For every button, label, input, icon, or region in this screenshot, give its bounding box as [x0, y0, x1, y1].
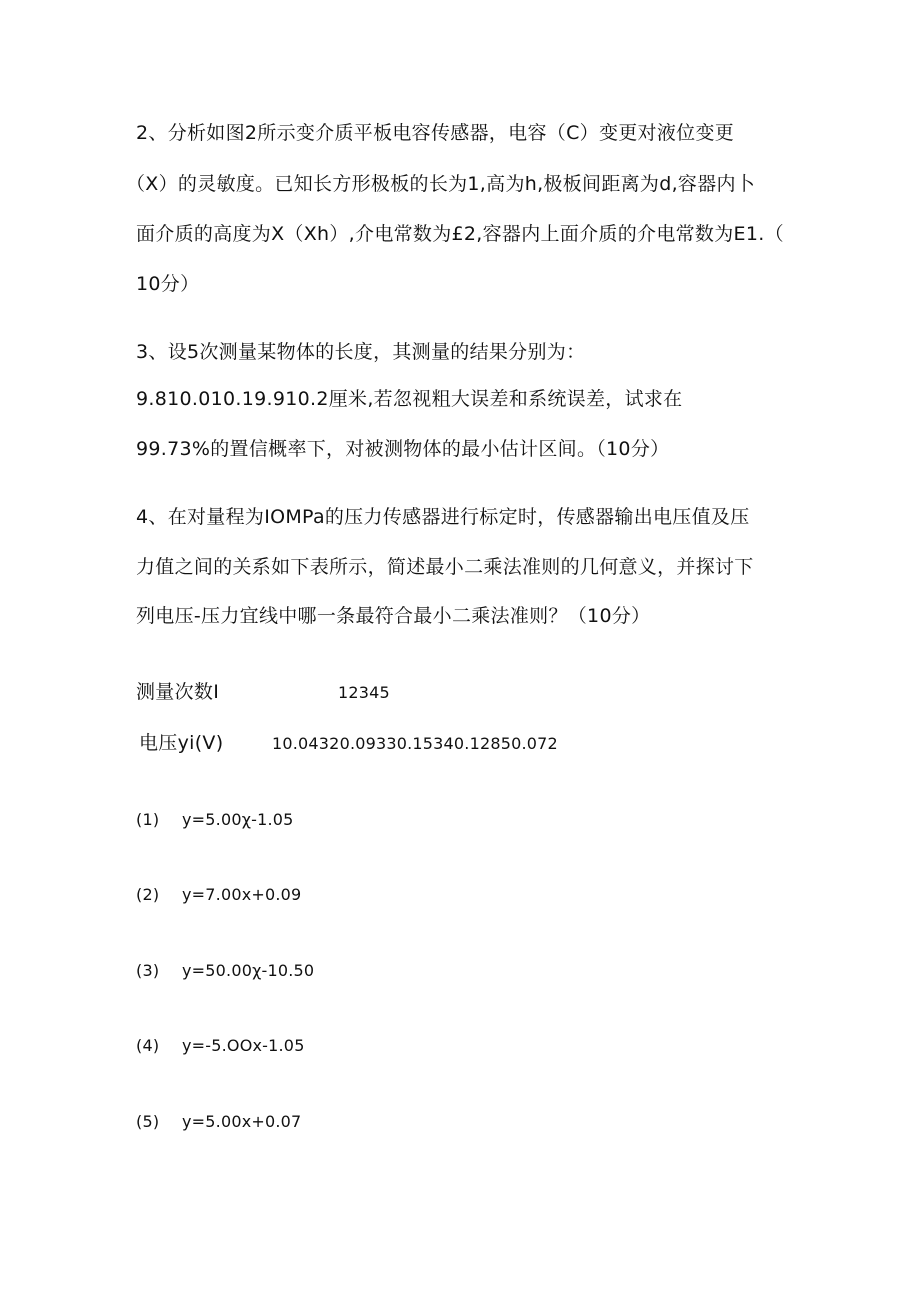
table-row-label-count: 测量次数I: [136, 681, 220, 703]
option-3-equation: y=50.00χ-10.50: [182, 961, 315, 980]
q4-line-1: 4、在对量程为IOMPa的压力传感器进行标定时，传感器输出电压值及压: [136, 506, 750, 528]
q4-line-3: 列电压-压力宜线中哪一条最符合最小二乘法准则？（10分）: [136, 605, 651, 627]
table-row-label-voltage: 电压yi(V): [139, 732, 224, 754]
option-4-number: (4): [136, 1036, 160, 1055]
option-5-number: (5): [136, 1112, 160, 1131]
table-row-values-count: 12345: [338, 683, 390, 702]
q3-line-3: 99.73%的置信概率下，对被测物体的最小估计区间。（10分）: [136, 438, 670, 460]
option-1-equation: y=5.00χ-1.05: [182, 810, 294, 829]
q2-line-4: 10分）: [136, 273, 200, 295]
q3-line-2: 9.810.010.19.910.2厘米,若忽视粗大误差和系统误差，试求在: [136, 388, 683, 410]
option-3-number: (3): [136, 961, 160, 980]
option-2-number: (2): [136, 885, 160, 904]
q4-line-2: 力值之间的关系如下表所示，简述最小二乘法准则的几何意义，并探讨下: [136, 556, 754, 578]
q3-line-1: 3、设5次测量某物体的长度，其测量的结果分别为：: [136, 341, 586, 363]
table-row-values-voltage: 10.04320.09330.15340.12850.072: [272, 734, 558, 753]
q2-line-3: 面介质的高度为X（Xh）,介电常数为£2,容器内上面介质的介电常数为E1.（: [136, 223, 784, 245]
q2-line-1: 2、分析如图2所示变介质平板电容传感器，电容（C）变更对液位变更: [136, 122, 735, 144]
option-2-equation: y=7.00x+0.09: [182, 885, 302, 904]
option-1-number: (1): [136, 810, 160, 829]
option-5-equation: y=5.00x+0.07: [182, 1112, 302, 1131]
q2-line-2: （X）的灵敏度。已知长方形极板的长为1,高为h,极板间距离为d,容器内卜: [126, 173, 756, 195]
option-4-equation: y=-5.OOx-1.05: [182, 1036, 305, 1055]
